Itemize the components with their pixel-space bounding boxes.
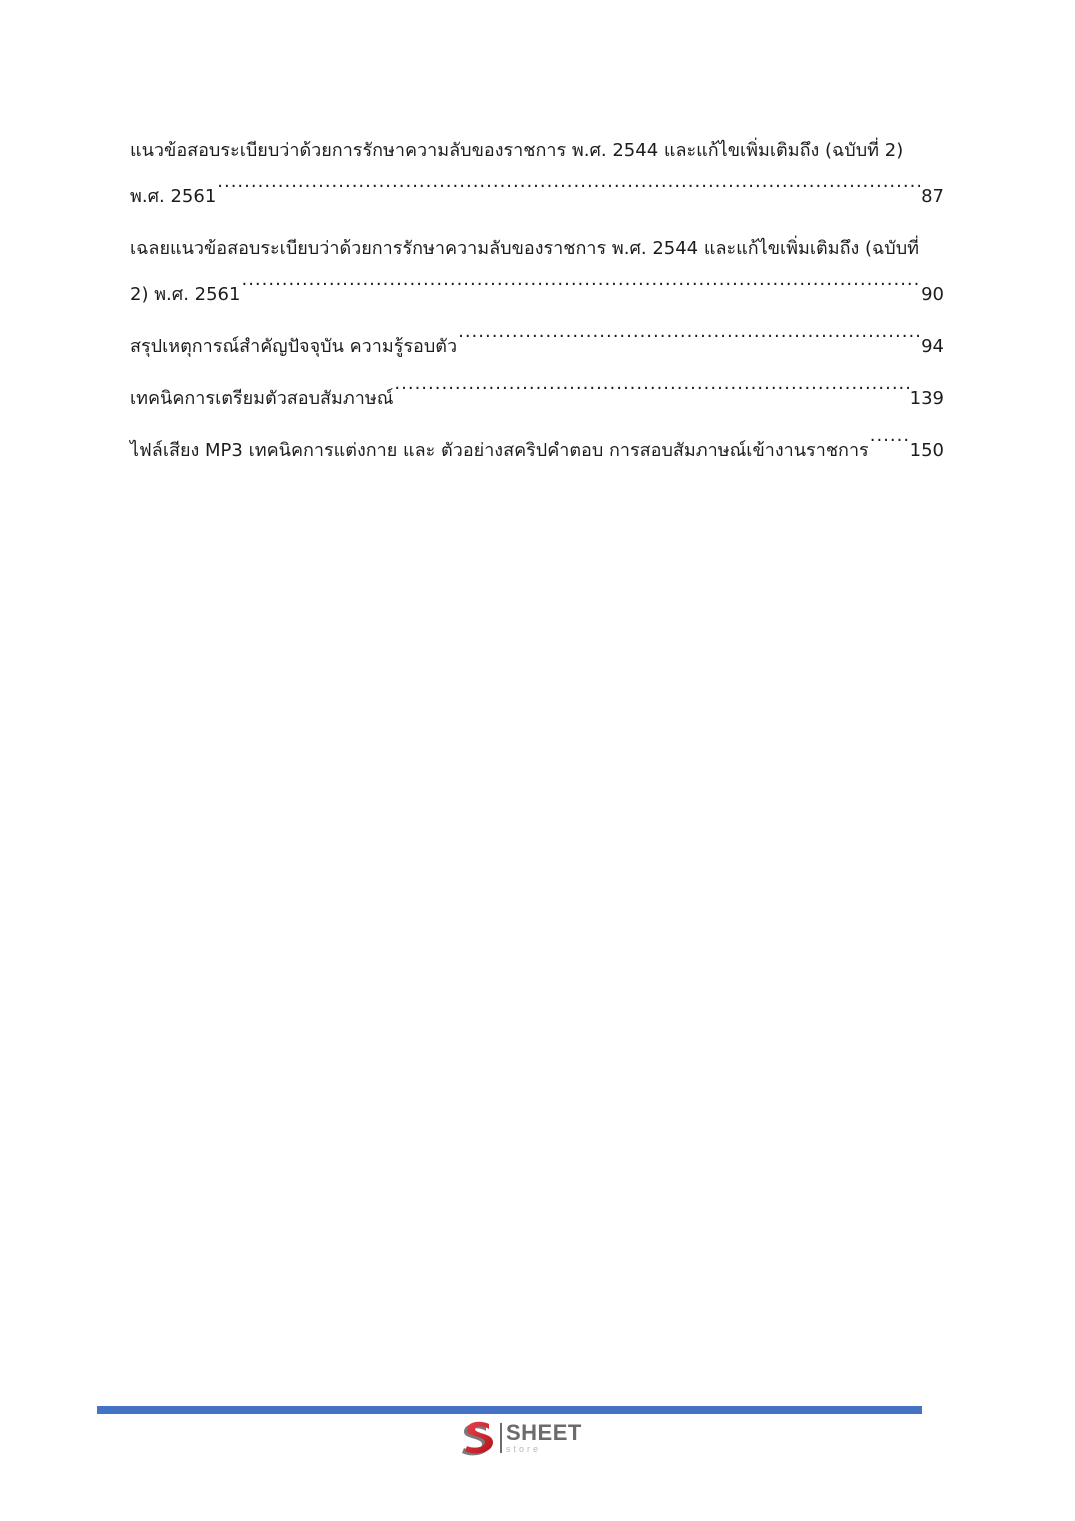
toc-entry-line xyxy=(130,428,944,474)
dot-leader xyxy=(217,184,920,202)
toc-entry[interactable] xyxy=(130,324,944,370)
toc-entry-title: สรุปเหตุการณ์สำคัญปัจจุบัน ความรู้รอบตัว xyxy=(130,336,458,357)
toc-entry-title-continued: 2) พ.ศ. 2561 xyxy=(130,284,241,305)
toc-entry-title: เฉลยแนวข้อสอบระเบียบว่าด้วยการรักษาความลับของราชการ พ.ศ. 2544 และแก้ไขเพิ่มเติมถึง (ฉบับที่ xyxy=(130,238,920,259)
toc-entry-title: ไฟล์เสียง MP3 เทคนิคการแต่งกาย และ ตัวอย่างสคริปคำตอบ การสอบสัมภาษณ์เข้างานราชการ xyxy=(130,440,869,461)
sheet-store-s-logo-icon xyxy=(456,1418,496,1458)
logo-separator xyxy=(500,1423,502,1453)
toc-entry-title-continued: พ.ศ. 2561 xyxy=(130,186,217,207)
toc-entry-title: แนวข้อสอบระเบียบว่าด้วยการรักษาความลับของราชการ พ.ศ. 2544 และแก้ไขเพิ่มเติมถึง (ฉบับที่ 2) xyxy=(130,140,904,161)
toc-entry[interactable] xyxy=(130,428,944,474)
logo-subtitle: store xyxy=(506,1444,542,1454)
page-number: 87 xyxy=(921,186,944,207)
logo-text xyxy=(506,1422,582,1454)
dot-leader xyxy=(870,438,909,456)
toc-entry-line xyxy=(130,272,944,318)
page-number: 94 xyxy=(921,336,944,357)
toc-entry[interactable] xyxy=(130,128,944,220)
toc-entry-line xyxy=(130,174,944,220)
page-number: 90 xyxy=(921,284,944,305)
toc-entry[interactable] xyxy=(130,376,944,422)
toc-entry[interactable] xyxy=(130,226,944,318)
toc-entry-title: เทคนิคการเตรียมตัวสอบสัมภาษณ์ xyxy=(130,388,394,409)
table-of-contents xyxy=(130,128,944,480)
footer-divider-bar xyxy=(97,1406,922,1414)
logo-word: SHEET xyxy=(506,1420,582,1445)
dot-leader xyxy=(394,386,908,404)
page-number: 150 xyxy=(909,440,944,461)
dot-leader xyxy=(458,334,920,352)
toc-entry-line xyxy=(130,376,944,422)
page-number: 139 xyxy=(909,388,944,409)
toc-entry-line xyxy=(130,324,944,370)
sheet-store-logo xyxy=(456,1418,596,1458)
dot-leader xyxy=(241,282,920,300)
